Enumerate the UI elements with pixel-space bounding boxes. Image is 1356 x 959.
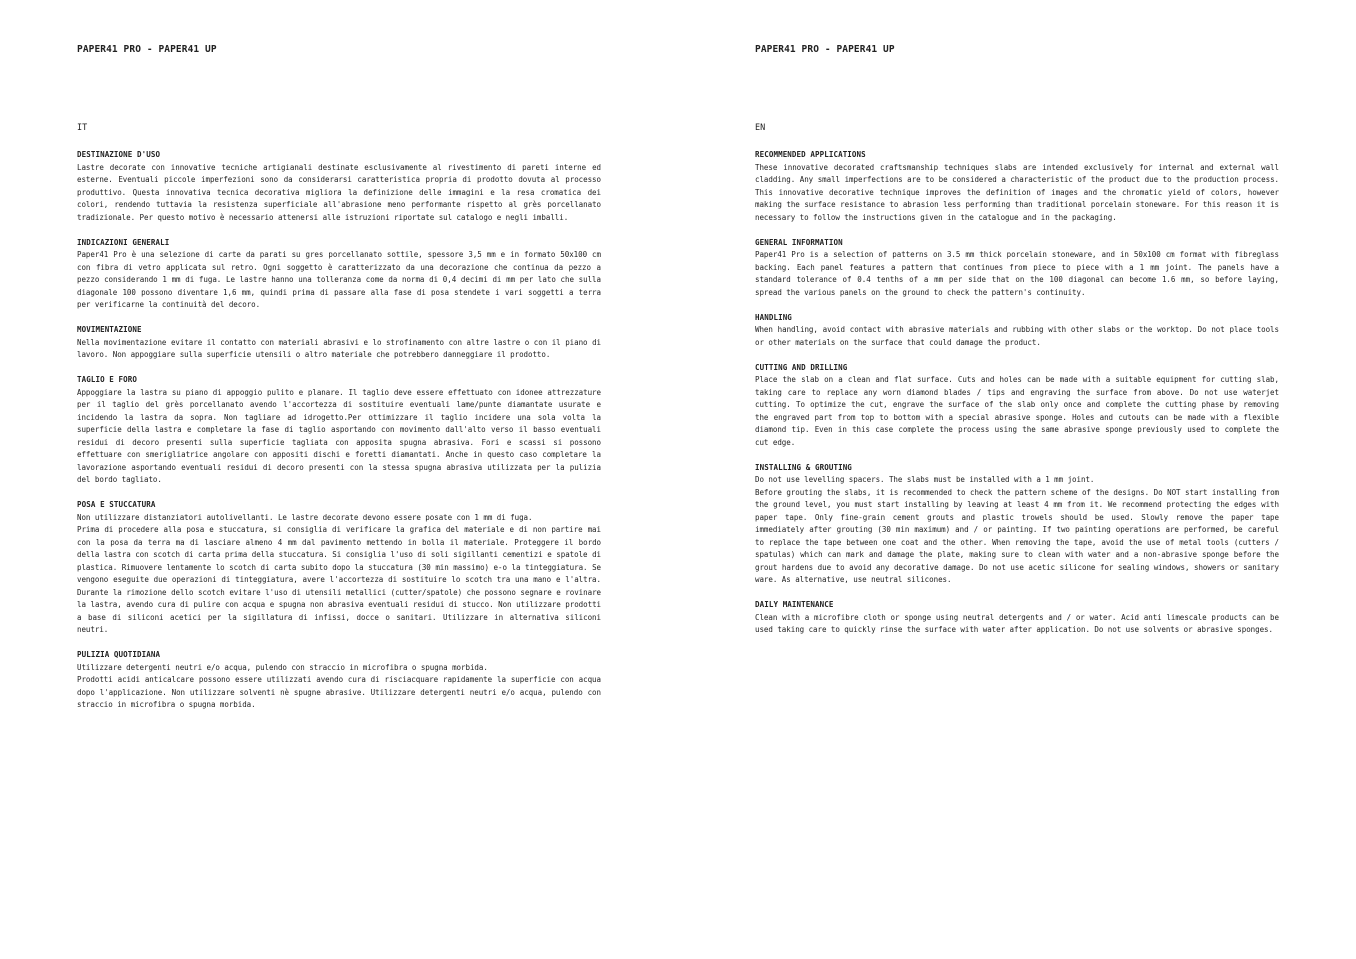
section	[755, 237, 1279, 300]
section-title: POSA E STUCCATURA	[77, 500, 156, 509]
section-title: CUTTING AND DRILLING	[755, 362, 848, 372]
section-paragraph: Do not use levelling spacers. The slabs must be installed with a 1 mm joint.	[755, 475, 1095, 484]
section-title: RECOMMENDED APPLICATIONS	[755, 150, 866, 159]
section-paragraph: Utilizzare detergenti neutri e/o acqua, pulendo con straccio in microfibra o spugna morbida.	[77, 662, 488, 672]
section-title: INDICAZIONI GENERALI	[77, 237, 170, 247]
section-paragraph: Nella movimentazione evitare il contatto con materiali abrasivi e lo strofinamento con altre lastre o con il piano di lavoro. Non appoggiare sulla superficie utensili o altro materiale che potrebbero danneggiare il prodotto.	[77, 337, 601, 359]
section	[755, 362, 1279, 450]
section-title: INSTALLING & GROUTING	[755, 462, 852, 472]
section-paragraph: Non utilizzare distanziatori autolivellanti. Le lastre decorate devono essere posate con 1 mm di fuga.	[77, 512, 533, 522]
section	[77, 374, 601, 487]
section-title: DESTINAZIONE D'USO	[77, 150, 161, 159]
page-header: PAPER41 PRO - PAPER41 UP	[77, 44, 217, 55]
section-title: GENERAL INFORMATION	[755, 237, 843, 247]
sections	[77, 149, 601, 724]
section	[755, 312, 1279, 350]
section-paragraph: Paper41 Pro is a selection of patterns on 3.5 mm thick porcelain stoneware, and in 50x100 cm format with fibreglass backing. Each panel features a pattern that continues from piece to piece with a 1 mm joint. The panels have a standard tolerance of 0.4 tenths of a mm per side that on the 100 diagonal can become 1.6 mm, so before laying, spread the various panels on the ground to check the pattern's continuity.	[755, 250, 1279, 297]
sections	[755, 149, 1279, 649]
language-label: EN	[755, 123, 766, 133]
section-title: TAGLIO E FORO	[77, 375, 137, 384]
section	[755, 149, 1279, 224]
section-paragraph: Prima di procedere alla posa e stuccatura, si consiglia di verificare la grafica del materiale e di non partire mai con la posa da terra ma di lasciare almeno 4 mm dal pavimento mettendo in bolla il materiale. Proteggere il bordo della lastra con scotch di carta prima della stuccatura. Si consiglia l'uso di soli sigillanti cementizi e spatole di plastica. Rimuovere lentamente lo scotch di carta subito dopo la stuccatura (30 min massimo) e-o la tinteggiatura. Se vengono eseguite due operazioni di tinteggiatura, avere l'accortezza di sostituire lo scotch tra una mano e l'altra. Durante la rimozione dello scotch evitare l'uso di utensili metallici (cutter/spatole) che possono segnare e rovinare la lastra, avendo cura di pulire con acqua e spugna non abrasiva eventuali residui di stucco. Non utilizzare prodotti a base di siliconi acetici per la sigillatura di infissi, docce o sanitari. Utilizzare in alternativa siliconi neutri.	[77, 525, 601, 634]
section-paragraph: Clean with a microfibre cloth or sponge using neutral detergents and / or water. Acid anti limescale products can be used taking care to quickly rinse the surface with water after application. Do not use solvents or abrasive sponges.	[755, 612, 1279, 634]
section	[77, 499, 601, 637]
section-title: MOVIMENTAZIONE	[77, 325, 142, 334]
section-paragraph: These innovative decorated craftsmanship techniques slabs are intended exclusively for internal and external wall cladding. Any small imperfections are to be considered a characteristic of the product due to the production process. This innovative decorative technique improves the definition of images and the chromatic yield of colors, however making the surface resistance to abrasion less performing than traditional porcelain stoneware. For this reason it is necessary to follow the instructions given in the catalogue and in the packaging.	[755, 162, 1279, 222]
language-label: IT	[77, 123, 88, 133]
section	[77, 237, 601, 312]
section	[755, 599, 1279, 637]
section-paragraph: Prodotti acidi anticalcare possono essere utilizzati avendo cura di risciacquare rapidamente la superficie con acqua dopo l'applicazione. Non utilizzare solventi nè spugne abrasive. Utilizzare detergenti neutri e/o acqua, pulendo con straccio in microfibra o spugna morbida.	[77, 675, 601, 709]
section-paragraph: When handling, avoid contact with abrasive materials and rubbing with other slabs or the worktop. Do not place tools or other materials on the surface that could damage the product.	[755, 325, 1279, 347]
section-paragraph: Appoggiare la lastra su piano di appoggio pulito e planare. Il taglio deve essere effettuato con idonee attrezzature per il taglio del grès porcellanato avendo l'accortezza di sostituire eventuali lame/punte diamantate usurate e incidendo la lastra da sopra. Non tagliare ad idrogetto.Per ottimizzare il taglio incidere una sola volta la superficie della lastra e completare la fase di taglio asportando con movimento dall'alto verso il basso eventuali residui di decoro presenti sulla superficie tagliata con apposita spugna abrasiva. Fori e scassi si possono effettuare con smerigliatrice angolare con appositi dischi e foretti diamantati. Anche in questo caso completare la lavorazione asportando eventuali residui di decoro presenti con la stessa spugna abrasiva utilizzata per la pulizia del bordo tagliato.	[77, 387, 601, 484]
section	[77, 324, 601, 362]
section-title: PULIZIA QUOTIDIANA	[77, 650, 161, 659]
section	[77, 149, 601, 224]
section-title: DAILY MAINTENANCE	[755, 600, 834, 609]
section-paragraph: Before grouting the slabs, it is recommended to check the pattern scheme of the designs. Do NOT start installing from the ground level, you must start installing by leaving at least 4 mm from it. We recommend protecting the edges with paper tape. Only fine-grain cement grouts and plastic trowels should be used. Slowly remove the paper tape immediately after grouting (30 min maximum) and / or painting. If two painting operations are performed, be careful to replace the tape between one coat and the other. When removing the tape, avoid the use of metal tools (cutters / spatulas) which can mark and damage the plate, making sure to clean with water and a non-abrasive sponge before the grout hardens due to avoid any decorative damage. Do not use acetic silicone for sealing windows, showers or sanitary ware. As alternative, use neutral silicones.	[755, 487, 1279, 584]
section-paragraph: Paper41 Pro è una selezione di carte da parati su gres porcellanato sottile, spessore 3,5 mm e in formato 50x100 cm con fibra di vetro applicata sul retro. Ogni soggetto è caratterizzato da una decorazione che continua da pezzo a pezzo considerando 1 mm di fuga. Le lastre hanno una tolleranza come da norma di 0,4 decimi di mm per lato che sulla diagonale 100 possono diventare 1,6 mm, quindi prima di passare alla fase di posa stendete i vari soggetti a terra per verificarne la continuità del decoro.	[77, 250, 601, 309]
section-paragraph: Place the slab on a clean and flat surface. Cuts and holes can be made with a suitable equipment for cutting slab, taking care to replace any worn diamond blades / tips and engraving the surface from above. Do not use waterjet cutting. To optimize the cut, engrave the surface of the slab only once and complete the cutting phase by removing the engraved part from top to bottom with a special abrasive sponge. Holes and cutouts can be made with a flexible diamond tip. Even in this case complete the process using the same abrasive sponge previously used to complete the cut edge.	[755, 375, 1279, 447]
section	[755, 462, 1279, 587]
section	[77, 649, 601, 712]
page-header: PAPER41 PRO - PAPER41 UP	[755, 44, 895, 55]
section-paragraph: Lastre decorate con innovative tecniche artigianali destinate esclusivamente al rivestimento di pareti interne ed esterne. Eventuali piccole imperfezioni sono da considerarsi caratteristica propria di prodotto dovuta al processo produttivo. Questa innovativa tecnica decorativa migliora la definizione delle immagini e la resa cromatica dei colori, rendendo tuttavia la resistenza superficiale all'abrasione meno performante rispetto al grès porcellanato tradizionale. Per questo motivo è necessario attenersi alle istruzioni riportate sul catalogo e negli imballi.	[77, 162, 601, 222]
section-title: HANDLING	[755, 312, 792, 322]
